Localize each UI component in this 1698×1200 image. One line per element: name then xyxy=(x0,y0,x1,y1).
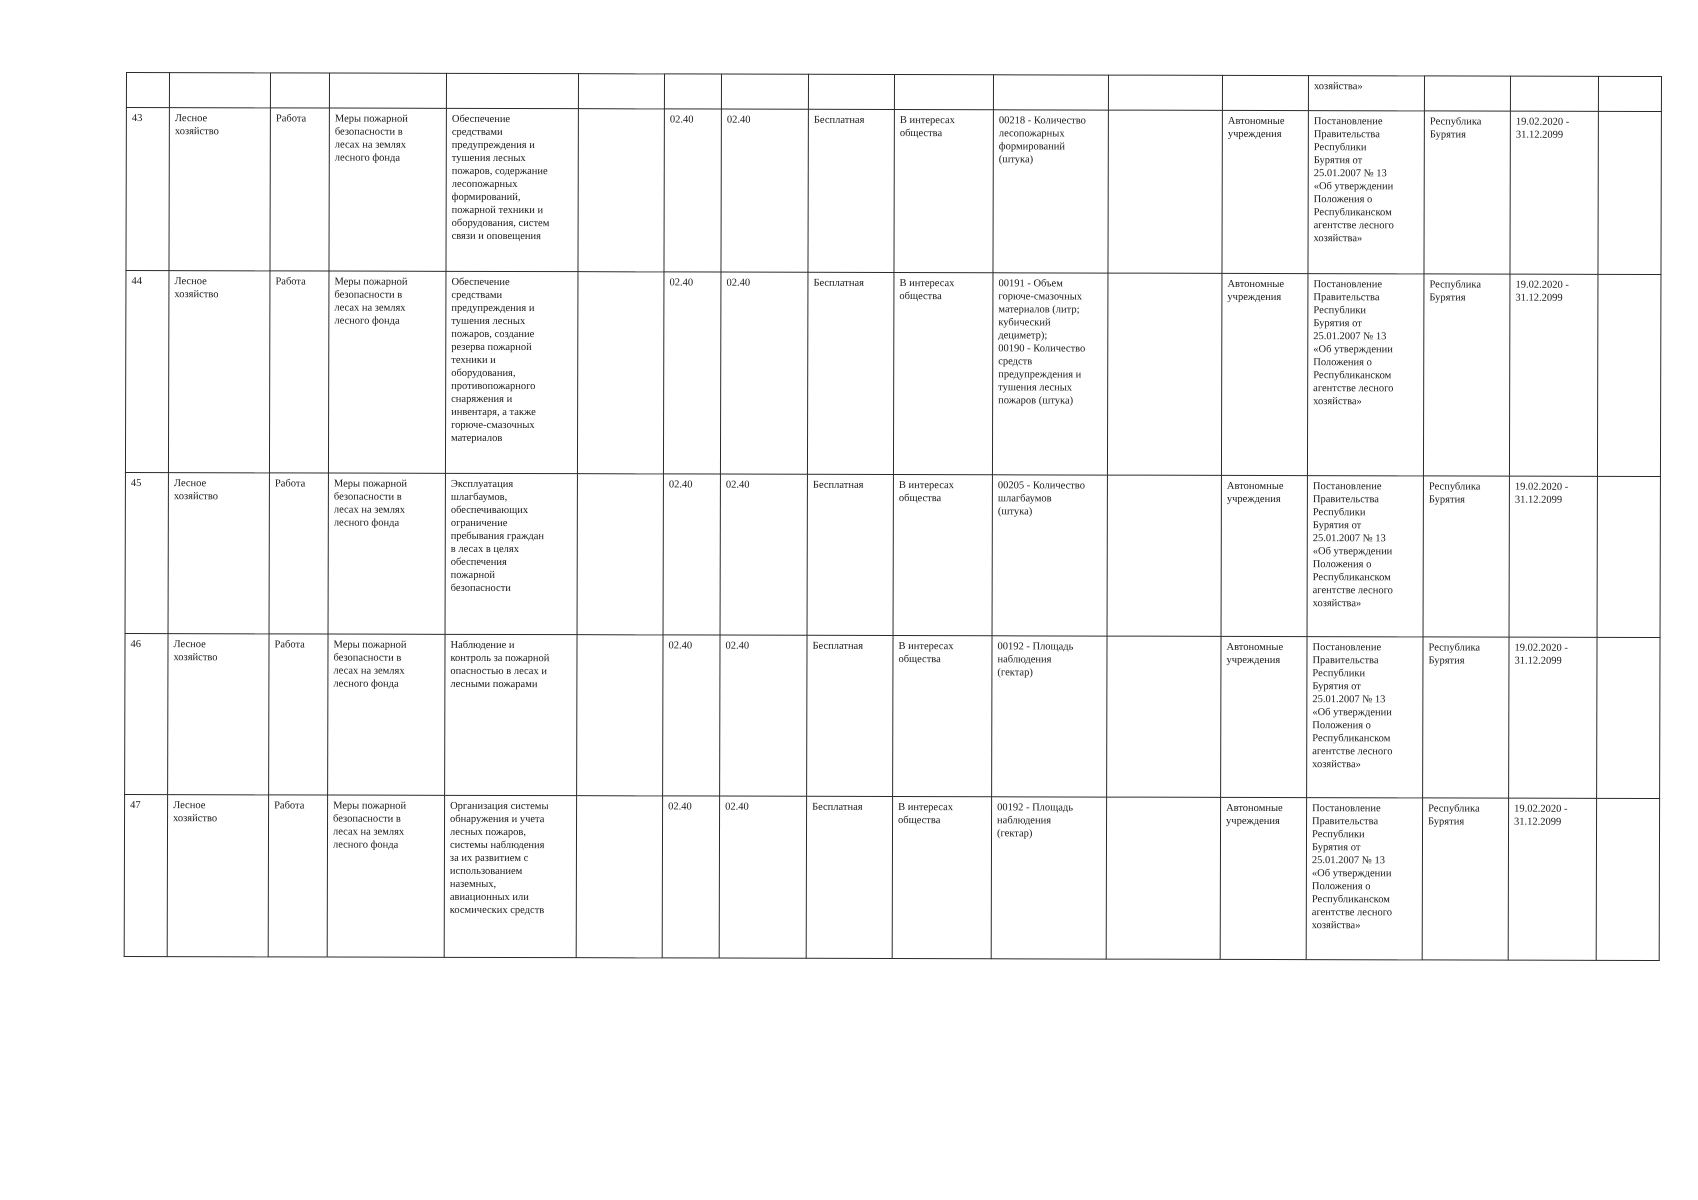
okved-code-cell xyxy=(663,474,720,635)
region-cell xyxy=(1422,798,1508,960)
institution-type-text: Автономные учреждения xyxy=(1227,115,1285,141)
blank-cell-3 xyxy=(1596,798,1659,960)
beneficiary-text: В интересах общества xyxy=(898,480,954,505)
validity-period-text: 19.02.2020 - 31.12.2099 xyxy=(1514,481,1569,506)
payment-cell xyxy=(808,109,894,272)
blank-cell-2 xyxy=(1107,475,1221,636)
category-cell xyxy=(328,271,446,473)
content-cell xyxy=(445,271,578,473)
type-cell xyxy=(270,108,329,271)
region-text: Республика Бурятия xyxy=(1428,803,1480,828)
category-text: Меры пожарной безопасности в лесах на землях лесного фонда xyxy=(334,113,408,164)
beneficiary-text: В интересах общества xyxy=(898,802,954,827)
sector-cell xyxy=(169,73,270,108)
okved-code-2-cell xyxy=(720,272,808,474)
blank-cell xyxy=(578,109,664,272)
row-number-text: 45 xyxy=(130,478,142,490)
validity-period-text: 19.02.2020 - 31.12.2099 xyxy=(1514,642,1568,667)
category-text: Меры пожарной безопасности в лесах на землях лесного фонда xyxy=(333,478,407,529)
legal-basis-cell xyxy=(1307,476,1423,637)
indicator-text: 00192 - Площадь наблюдения (гектар) xyxy=(996,802,1074,840)
okved-code-2-cell xyxy=(721,109,808,272)
region-text: Республика Бурятия xyxy=(1428,481,1481,506)
validity-period-cell xyxy=(1509,637,1597,798)
okved-code-2-cell xyxy=(720,474,807,635)
category-cell xyxy=(329,73,446,108)
category-text: Меры пожарной безопасности в лесах на землях лесного фонда xyxy=(332,800,407,851)
institution-type-cell xyxy=(1221,273,1308,475)
category-cell xyxy=(327,795,444,957)
content-text: Эксплуатация шлагбаумов, обеспечивающих ограничение пребывания граждан в лесах в целях обеспечения пожарной безопасности xyxy=(450,478,545,595)
sector-text: Лесное хозяйство xyxy=(174,276,219,301)
okved-code-2-text: 02.40 xyxy=(725,801,749,813)
category-text: Меры пожарной безопасности в лесах на землях лесного фонда xyxy=(334,276,408,327)
payment-text: Бесплатная xyxy=(812,801,863,813)
sector-text: Лесное хозяйство xyxy=(173,800,218,825)
sector-text: Лесное хозяйство xyxy=(174,113,219,138)
institution-type-cell xyxy=(1221,636,1307,797)
sector-cell xyxy=(168,271,270,473)
blank-cell-3 xyxy=(1597,274,1661,476)
okved-code-2-text: 02.40 xyxy=(725,479,750,491)
okved-code-2-cell xyxy=(720,635,807,796)
payment-cell xyxy=(808,74,894,109)
beneficiary-cell xyxy=(893,475,992,636)
blank-cell xyxy=(578,74,664,109)
okved-code-2-text: 02.40 xyxy=(726,277,751,289)
type-text: Работа xyxy=(275,113,307,125)
content-cell xyxy=(446,73,578,108)
okved-code-cell xyxy=(664,109,721,272)
region-cell xyxy=(1423,274,1510,476)
institution-type-text: Автономные учреждения xyxy=(1226,641,1284,667)
region-cell xyxy=(1423,637,1509,798)
table-row-continuation xyxy=(126,73,1661,112)
row-number-cell xyxy=(124,794,167,956)
institution-type-cell xyxy=(1222,75,1308,110)
beneficiary-text: В интересах общества xyxy=(898,641,954,666)
type-text: Работа xyxy=(275,276,306,288)
indicator-cell xyxy=(992,475,1107,636)
legal-basis-cell xyxy=(1307,637,1423,798)
institution-type-cell xyxy=(1221,475,1307,636)
row-number-cell xyxy=(125,271,169,473)
blank-cell xyxy=(577,635,663,796)
legal-basis-text: Постановление Правительства Республики Бурятия от 25.01.2007 № 13 «Об утверждении Положения о Республиканском агентстве лесного хозяйства» xyxy=(1313,116,1394,245)
type-text: Работа xyxy=(274,800,305,812)
okved-code-cell xyxy=(662,796,719,958)
okved-code-text: 02.40 xyxy=(668,640,693,652)
content-text: Обеспечение средствами предупреждения и тушения лесных пожаров, содержание лесопожарных формирований, пожарной техники и оборудования, систем связи и оповещения xyxy=(451,113,550,243)
region-text: Республика Бурятия xyxy=(1429,116,1482,141)
blank-cell-3 xyxy=(1598,76,1661,111)
legal-basis-cell xyxy=(1306,798,1422,960)
blank-cell-2 xyxy=(1108,110,1222,273)
payment-text: Бесплатная xyxy=(813,277,865,289)
sector-cell xyxy=(168,634,269,795)
category-cell xyxy=(328,473,445,634)
row-number-text: 47 xyxy=(130,800,141,812)
sector-text: Лесное хозяйство xyxy=(173,639,218,664)
beneficiary-cell xyxy=(893,636,992,797)
legal-basis-text: Постановление Правительства Республики Бурятия от 25.01.2007 № 13 «Об утверждении Положения о Республиканском агентстве лесного хозяйства» xyxy=(1312,642,1393,771)
table-row xyxy=(125,633,1660,798)
category-text: Меры пожарной безопасности в лесах на землях лесного фонда xyxy=(333,639,407,690)
sector-cell xyxy=(167,795,268,957)
region-text: Республика Бурятия xyxy=(1429,279,1482,304)
okved-code-2-cell xyxy=(721,74,808,109)
region-cell xyxy=(1424,111,1510,274)
type-cell xyxy=(269,634,328,795)
region-text: Республика Бурятия xyxy=(1428,642,1481,667)
beneficiary-text: В интересах общества xyxy=(899,278,955,303)
type-cell xyxy=(268,795,327,957)
table-row xyxy=(125,271,1661,477)
indicator-cell xyxy=(992,636,1107,797)
legal-basis-text: Постановление Правительства Республики Бурятия от 25.01.2007 № 13 «Об утверждении Положения о Республиканском агентстве лесного хозяйства» xyxy=(1313,279,1394,408)
indicator-text: 00205 - Количество шлагбаумов (штука) xyxy=(997,480,1085,518)
beneficiary-cell xyxy=(894,75,993,110)
indicator-cell xyxy=(993,75,1108,110)
row-number-cell xyxy=(126,108,169,271)
institution-type-text: Автономные учреждения xyxy=(1226,480,1284,506)
validity-period-cell xyxy=(1509,476,1597,637)
beneficiary-text: В интересах общества xyxy=(899,115,955,140)
sector-cell xyxy=(168,473,269,634)
institution-type-cell xyxy=(1222,110,1308,273)
validity-period-cell xyxy=(1510,111,1598,274)
row-number-text: 44 xyxy=(131,276,142,288)
institution-type-cell xyxy=(1220,797,1306,959)
payment-text: Бесплатная xyxy=(813,114,865,126)
sector-cell xyxy=(169,108,270,271)
blank-cell-2 xyxy=(1108,75,1222,110)
blank-cell xyxy=(576,796,662,958)
institution-type-text: Автономные учреждения xyxy=(1227,278,1285,304)
category-cell xyxy=(328,634,445,795)
registry-table xyxy=(124,72,1662,961)
table-row xyxy=(126,108,1661,275)
type-cell xyxy=(269,473,328,634)
indicator-cell xyxy=(993,110,1108,273)
indicator-cell xyxy=(992,273,1108,475)
indicator-text: 00218 - Количество лесопожарных формирований (штука) xyxy=(998,115,1086,166)
okved-code-text: 02.40 xyxy=(668,801,692,813)
registry-table-body xyxy=(124,73,1661,961)
content-text: Обеспечение средствами предупреждения и тушения лесных пожаров, создание резерва пожарной техники и оборудования, противопожарного снаряжения и инвентаря, а также горюче-смазочных материалов xyxy=(451,276,536,444)
payment-cell xyxy=(806,796,892,958)
row-number-text: 43 xyxy=(131,113,143,125)
blank-cell-3 xyxy=(1598,111,1661,274)
beneficiary-cell xyxy=(893,273,993,475)
content-text: Организация системы обнаружения и учета лесных пожаров, системы наблюдения за их развитием с использованием наземных, авиационных или космических средств xyxy=(449,800,549,917)
okved-code-2-text: 02.40 xyxy=(725,640,750,652)
payment-text: Бесплатная xyxy=(812,479,864,491)
validity-period-text: 19.02.2020 - 31.12.2099 xyxy=(1515,116,1570,141)
okved-code-text: 02.40 xyxy=(669,114,694,126)
validity-period-text: 19.02.2020 - 31.12.2099 xyxy=(1514,803,1568,828)
okved-code-cell xyxy=(663,635,720,796)
row-number-text: 46 xyxy=(130,639,142,651)
row-number-cell xyxy=(126,73,169,108)
blank-cell xyxy=(577,272,664,474)
validity-period-cell xyxy=(1508,798,1596,960)
okved-code-cell xyxy=(663,272,721,474)
legal-basis-cell xyxy=(1308,111,1424,274)
blank-cell-2 xyxy=(1107,636,1221,797)
blank-cell-2 xyxy=(1107,273,1222,475)
content-cell xyxy=(445,473,577,634)
legal-basis-text: Постановление Правительства Республики Бурятия от 25.01.2007 № 13 «Об утверждении Положения о Республиканском агентстве лесного хозяйства» xyxy=(1312,481,1393,610)
blank-cell-3 xyxy=(1597,476,1660,637)
okved-code-2-cell xyxy=(719,796,806,958)
type-cell xyxy=(269,271,329,473)
okved-code-2-text: 02.40 xyxy=(726,114,751,126)
payment-text: Бесплатная xyxy=(812,640,864,652)
blank-cell xyxy=(577,474,663,635)
indicator-text: 00191 - Объем горюче-смазочных материалов (литр; кубический дециметр); 00190 - Количество средств предупреждения и тушения лесных пожаров (штука) xyxy=(998,278,1086,407)
table-row xyxy=(124,794,1659,960)
blank-cell-3 xyxy=(1597,637,1660,798)
table-row xyxy=(125,472,1660,637)
okved-code-text: 02.40 xyxy=(669,277,694,289)
indicator-text: 00192 - Площадь наблюдения (гектар) xyxy=(997,641,1074,679)
type-cell xyxy=(270,73,329,108)
institution-type-text: Автономные учреждения xyxy=(1226,802,1283,828)
row-number-cell xyxy=(125,472,168,633)
beneficiary-cell xyxy=(894,110,993,273)
content-cell xyxy=(446,108,578,271)
legal-basis-text: хозяйства» xyxy=(1313,81,1363,93)
region-cell xyxy=(1424,76,1510,111)
type-text: Работа xyxy=(274,639,305,651)
legal-basis-cell xyxy=(1308,76,1424,111)
row-number-cell xyxy=(125,633,168,794)
payment-cell xyxy=(807,272,894,474)
okved-code-text: 02.40 xyxy=(668,479,693,491)
type-text: Работа xyxy=(274,478,306,490)
content-cell xyxy=(445,634,577,795)
payment-cell xyxy=(807,635,893,796)
beneficiary-cell xyxy=(892,797,991,959)
validity-period-text: 19.02.2020 - 31.12.2099 xyxy=(1515,279,1569,304)
payment-cell xyxy=(807,474,893,635)
validity-period-cell xyxy=(1510,76,1598,111)
blank-cell-2 xyxy=(1106,797,1220,959)
validity-period-cell xyxy=(1509,274,1598,476)
region-cell xyxy=(1423,476,1509,637)
sector-text: Лесное хозяйство xyxy=(173,478,218,503)
content-cell xyxy=(444,795,576,957)
indicator-cell xyxy=(991,797,1106,959)
okved-code-cell xyxy=(664,74,721,109)
legal-basis-cell xyxy=(1307,274,1424,476)
content-text: Наблюдение и контроль за пожарной опасностью в лесах и лесными пожарами xyxy=(450,639,550,691)
legal-basis-text: Постановление Правительства Республики Бурятия от 25.01.2007 № 13 «Об утверждении Положения о Республиканском агентстве лесного хозяйства» xyxy=(1311,803,1393,932)
category-cell xyxy=(329,108,446,271)
